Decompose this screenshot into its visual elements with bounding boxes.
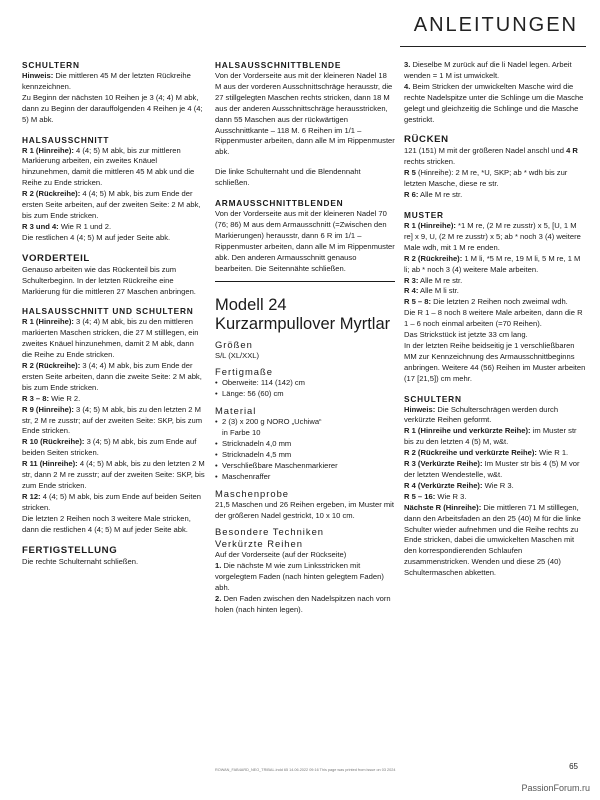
row-text: 1 M li, *5 M re, 19 M li, 5 M re, 1 M li; ab * noch 3 (4) weitere Male arbeiten. [404,253,581,274]
list-item: • Oberweite: 114 (142) cm [215,378,395,389]
column-middle [215,60,395,616]
row-text: 3 (4; 4) M abk, bis zu den mittleren markierten Maschen stricken, die 27 M stilllegen, ein zweites Knäuel hinzunehmen, damit 2 M abk, dann die Reihe zu Ende stricken. [22,317,199,360]
row-label: Nächste R (Hinreihe): [404,502,482,512]
row-text: 4 (4; 5) M abk, bis zur mittleren Markierung arbeiten, ein zweites Knäuel hinzunehmen, damit die mittleren 45 M abk und die Reihe zu Ende stricken. [22,145,195,188]
step-number: 4. [404,81,411,91]
row-label: R 12: [22,491,41,501]
heading-verkuerzte-reihen: Verkürzte Reihen [215,538,303,550]
step-instruction [215,561,395,594]
row-instruction [404,168,586,190]
row-text: 4 (4; 5) M abk, bis zum Ende der ersten Seite arbeiten, auf der zweiten Seite: 2 M abk, bis zum Ende stricken. [22,189,201,220]
heading-material: Material [215,405,257,417]
watermark: PassionForum.ru [521,783,590,793]
row-label: R 1 (Hinreihe): [22,145,74,155]
row-text: Wie R 2. [49,393,81,403]
header-divider [400,46,586,47]
list-item: • Länge: 56 (60) cm [215,389,395,400]
step-number: 3. [404,60,411,69]
row-text: Wie R 3. [435,491,467,501]
row-text: Die letzten 2 Reihen noch zweimal wdh. [431,297,568,307]
step-text: Dieselbe M zurück auf die li Nadel legen. Arbeit wenden = 1 M ist umwickelt. [404,60,572,80]
paragraph-muster: Das Strickstück ist jetzte 33 cm lang. [404,330,528,340]
step-instruction [404,82,586,126]
row-text: 4 (4; 5) M abk, bis zum Ende auf beiden Seiten stricken. [22,491,201,512]
section-divider [215,281,395,282]
row-label: R 5 [404,168,416,178]
row-text: Alle M li str. [418,286,459,296]
column-right [404,60,586,579]
paragraph-schultern: Zu Beginn der nächsten 10 Reihen je 3 (4; 4) M abk, dann zu Beginn der darauffolgenden 4 Reihen je 4 (4; 5) M abk. [22,92,203,124]
row-label: R 11 (Hinreihe): [22,459,78,469]
heading-schultern: SCHULTERN [404,393,462,404]
row-label: R 3: [404,275,419,285]
list-item: • Stricknadeln 4,5 mm [215,450,395,461]
step-text: Beim Stricken der umwickelten Masche wird die rechte Nadelspitze unter die Schlinge um die Masche gelegt und gleichzeitig die Schlinge und die Masche gestrickt. [404,81,584,124]
ruecken-intro: 121 (151) M mit der größeren Nadel anschl und [404,146,567,156]
row-label: R 2 (Rückreihe): [22,189,81,199]
row-instruction [404,297,586,308]
row-text: 4 (4; 5) M abk, bis zu den letzten 2 M str, dann 2 M re zusstr; auf der zweiten Seite: SKP, bis zum Ende stricken. [22,459,205,490]
list-item: • Verschließbare Maschenmarkierer [215,461,395,472]
row-text: im Muster str bis zu den letzten 4 (5) M, w&t. [404,426,577,447]
row-instruction [404,492,586,503]
row-label: R 5 – 8: [404,297,432,307]
row-instruction [404,503,586,579]
row-text: (Hinreihe): 2 M re, *U, SKP; ab * wdh bis zur letzten Masche, diese re str. [404,168,568,189]
print-slug: ROWAN_FAB4ARD_NEO_TRIBAL.indd 65 14.06.2022 09:16 This page was printed from issue on 03 2024 [215,768,396,772]
paragraph-rest: Die restlichen 4 (4; 5) M auf jeder Seite abk. [22,232,171,242]
row-label: R 9 (Hinreihe): [22,404,74,414]
heading-maschenprobe: Maschenprobe [215,487,290,499]
row-label: R 10 (Rückreihe): [22,437,85,447]
list-material [215,417,395,482]
row-label: R 1 (Hinreihe und verkürzte Reihe): [404,426,531,436]
row-text: Wie R 3. [482,480,514,490]
row-instruction [22,189,206,222]
row-text: Im Muster str bis 4 (5) M vor der letzten Wendestelle, w&t. [404,459,580,479]
row-text: Wie R 1. [536,448,569,458]
row-instruction [404,254,586,276]
row-label: R 4: [404,286,419,296]
row-text: Alle M re str. [418,190,463,200]
paragraph-fertigstellung: Die rechte Schulternaht schließen. [22,556,139,566]
paragraph-hinweis [404,405,586,427]
list-fertigmasse [215,378,395,400]
row-instruction [22,459,206,492]
row-label: R 5 – 16: [404,491,436,501]
row-text: Die mittleren 71 M stilllegen, dann den Arbeitsfaden an den 25 (40) M für die linke Schulter wieder aufnehmen und die Reihe rechts zu Ende stricken, dabei die umwickelten Maschen mit den korrespondierenden Schlaufen zusammenstricken. Wenden und diese 25 (40) Schultermaschen abketten. [404,502,581,578]
row-label: R 2 (Rückreihe): [404,253,463,263]
list-item: • Maschenraffer [215,472,395,483]
step-text: Den Faden zwischen den Nadelspitzen nach vorn holen (nach hinten legen). [215,594,391,614]
heading-vorderteil: VORDERTEIL [22,252,90,264]
paragraph-halsblende: Von der Vorderseite aus mit der kleineren Nadel 18 M aus der vorderen Ausschnittschräge herausstr, die 27 stillgelegten Maschen rechts stricken, dann 18 M aus der anderen Ausschnittschräge herausstricken, dann 55 Maschen aus der rückwärtigen Ausschnittkante – 118 M. 6 Reihen im 1/1 – Rippenmuster arbeiten, dann alle M im Rippenmuster abk. [215,71,395,157]
row-instruction [404,221,586,254]
list-item: • Stricknadeln 4,0 mm [215,439,395,450]
row-instruction [22,222,206,233]
ruecken-intro-end: rechts stricken. [404,157,456,167]
row-label: R 3 – 8: [22,393,50,403]
heading-fertigmasse: Fertigmaße [215,366,273,378]
hinweis-text: Die mittleren 45 M der letzten Rückreihe kennzeichnen. [22,71,191,91]
row-label: R 1 (Hinreihe): [404,220,456,230]
heading-halsblende: HALSAUSSCHNITTBLENDE [215,60,342,70]
row-text: 3 (4; 5) M abk, bis zum Ende auf beiden Seiten stricken. [22,437,197,458]
row-instruction [22,146,206,190]
row-instruction [404,481,586,492]
step-text: Die nächste M wie zum Linksstricken mit vorgelegtem Faden (nach hinten gelegtem Faden) abh. [215,561,384,593]
hinweis-text: Die Schulterschrägen werden durch verkürzte Reihen geformt. [404,404,559,425]
heading-hals-schultern: HALSAUSSCHNITT UND SCHULTERN [22,306,194,317]
step-number: 2. [215,594,222,604]
paragraph-rest: Die letzten 2 Reihen noch 3 weitere Male stricken, dann die restlichen 4 (4; 5) M auf jeder Seite abk. [22,513,191,534]
step-instruction [215,594,395,616]
paragraph-naht: Die linke Schulternaht und die Blendennaht schließen. [215,167,361,188]
page-header [0,0,600,60]
row-instruction [404,459,586,481]
heading-techniken: Besondere Techniken [215,526,324,538]
paragraph-hinweis [22,71,206,93]
section-title: ANLEITUNGEN [413,14,578,36]
list-item-continuation: in Farbe 10 [222,428,261,438]
row-instruction [22,361,206,394]
heading-halsausschnitt: HALSAUSSCHNITT [22,134,110,145]
model-number: Modell 24 [215,295,287,314]
row-instruction [404,190,586,201]
ruecken-rows: 4 R [566,146,578,156]
step-number: 1. [215,561,222,571]
paragraph-maschenprobe: 21,5 Maschen und 26 Reihen ergeben, im Muster mit der größeren Nadel gestrickt, 10 x 10 cm. [215,499,394,520]
paragraph-muster: Die R 1 – 8 noch 8 weitere Male arbeiten, dann die R 1 – 6 noch einmal arbeiten (=70 Reihen). [404,308,583,329]
column-left [22,60,206,567]
heading-armblenden: ARMAUSSCHNITTBLENDEN [215,198,344,209]
row-instruction [22,437,206,459]
paragraph-muster: In der letzten Reihe beidseitig je 1 verschließbaren MM zur Kennzeichnung des Armausschnittbeginns anbringen. Weitere 44 (56) Reihen im Muster arbeiten (17 [21,5]) cm mehr. [404,340,586,383]
page-number: 65 [569,762,578,771]
row-label: R 2 (Rückreihe): [22,361,81,371]
row-text: Wie R 1 und 2. [58,221,112,231]
heading-ruecken: RÜCKEN [404,134,449,146]
heading-groessen: Größen [215,338,253,350]
row-instruction [404,276,586,287]
row-label: R 3 (Verkürzte Reihe): [404,459,483,469]
heading-fertigstellung: FERTIGSTELLUNG [22,544,118,556]
row-instruction [404,448,586,459]
paragraph-ruecken [404,146,586,168]
heading-muster: MUSTER [404,209,444,220]
paragraph-armblenden: Von der Vorderseite aus mit der kleineren Nadel 70 (76; 86) M aus dem Armausschnitt (=Zwischen den Markierungen) herausstr, dann 6 R im 1/1 – Rippenmuster arbeiten, dann alle M im Rippenmuster abk. Den anderen Armausschnitt genauso bearbeiten. Die Seitennähte schließen. [215,209,395,273]
paragraph-groessen: S/L (XL/XXL) [215,350,260,360]
step-instruction [404,60,586,82]
paragraph-vorderteil: Genauso arbeiten wie das Rückenteil bis zum Schulterbeginn. In der letzten Rückreihe eine Markierung für die mittleren 27 Maschen anbringen. [22,264,196,296]
paragraph-intro: Auf der Vorderseite (auf der Rückseite) [215,550,347,560]
hinweis-label: Hinweis: [22,71,54,80]
row-text: 3 (4; 4) M abk, bis zum Ende der ersten Seite arbeiten, dann die zweite Seite: 2 M abk, bis zum Ende stricken. [22,361,202,392]
row-label: R 6: [404,190,419,200]
row-text: 3 (4; 5) M abk, bis zu den letzten 2 M str, 2 M re zusstr; auf der zweiten Seite: SKP, bis zum Ende stricken. [22,404,203,436]
list-item: • 2 (3) x 200 g NORO „Uchiwa“ [215,417,395,428]
row-text: Alle M re str. [418,275,463,285]
row-label: R 2 (Rückreihe und verkürzte Reihe): [404,448,537,458]
row-instruction [22,492,206,514]
row-instruction [22,394,206,405]
row-instruction [22,405,206,438]
hinweis-label: Hinweis: [404,404,436,414]
row-label: R 1 (Hinreihe): [22,317,74,327]
model-name: Kurzarmpullover Myrtlar [215,314,391,333]
row-instruction [404,426,586,448]
row-text: *1 M re, (2 M re zusstr) x 5, [U, 1 M re] x 9, U, (2 M re zusstr) x 5; ab * noch 3 (4) weitere Male wdh, mit 1 M re enden. [404,220,581,252]
row-instruction [404,286,586,297]
heading-schultern: SCHULTERN [22,60,80,70]
row-instruction [22,317,206,361]
row-label: R 3 und 4: [22,221,59,231]
row-label: R 4 (Verkürzte Reihe): [404,480,483,490]
